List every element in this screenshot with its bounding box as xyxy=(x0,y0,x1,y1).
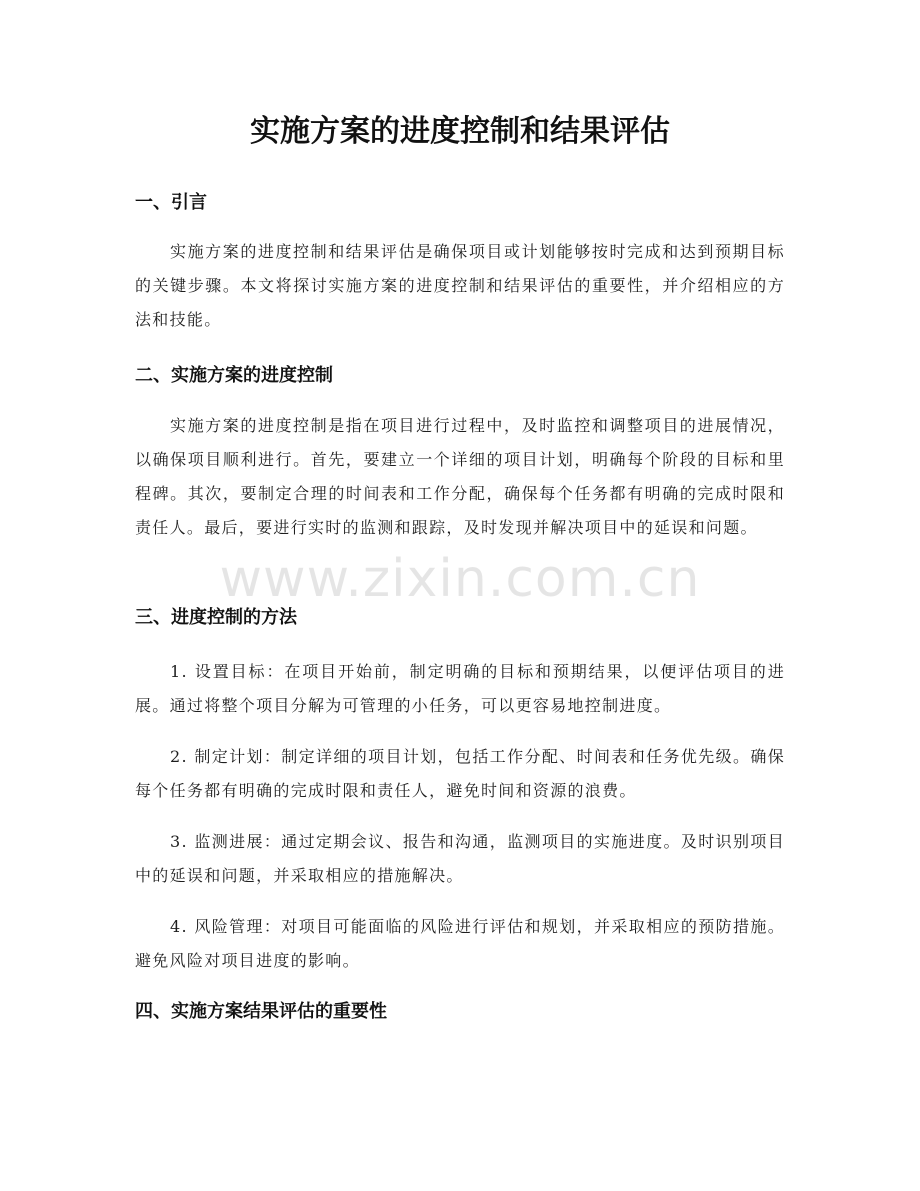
section-heading-introduction: 一、引言 xyxy=(135,192,207,213)
watermark: www.zixin.com.cn xyxy=(219,549,701,609)
section-heading-progress-control: 二、实施方案的进度控制 xyxy=(135,365,333,386)
paragraph-introduction: 实施方案的进度控制和结果评估是确保项目或计划能够按时完成和达到预期目标的关键步骤。本文将探讨实施方案的进度控制和结果评估的重要性，并介绍相应的方法和技能。 xyxy=(135,242,785,329)
paragraph-progress-control: 实施方案的进度控制是指在项目进行过程中，及时监控和调整项目的进展情况，以确保项目顺利进行。首先，要建立一个详细的项目计划，明确每个阶段的目标和里程碑。其次，要制定合理的时间表和工作分配，确保每个任务都有明确的完成时限和责任人。最后，要进行实时的监测和跟踪，及时发现并解决项目中的延误和问题。 xyxy=(135,416,785,537)
document-title: 实施方案的进度控制和结果评估 xyxy=(250,114,670,149)
section-heading-result-evaluation: 四、实施方案结果评估的重要性 xyxy=(135,1001,387,1022)
list-item-monitor-progress: 3. 监测进展：通过定期会议、报告和沟通，监测项目的实施进度。及时识别项目中的延误和问题，并采取相应的措施解决。 xyxy=(135,832,785,885)
section-heading-control-methods: 三、进度控制的方法 xyxy=(135,607,297,628)
list-item-risk-management: 4. 风险管理：对项目可能面临的风险进行评估和规划，并采取相应的预防措施。避免风险对项目进度的影响。 xyxy=(135,917,785,970)
list-item-make-plan: 2. 制定计划：制定详细的项目计划，包括工作分配、时间表和任务优先级。确保每个任务都有明确的完成时限和责任人，避免时间和资源的浪费。 xyxy=(135,747,785,800)
list-item-set-goals: 1. 设置目标：在项目开始前，制定明确的目标和预期结果，以便评估项目的进展。通过将整个项目分解为可管理的小任务，可以更容易地控制进度。 xyxy=(135,662,785,715)
